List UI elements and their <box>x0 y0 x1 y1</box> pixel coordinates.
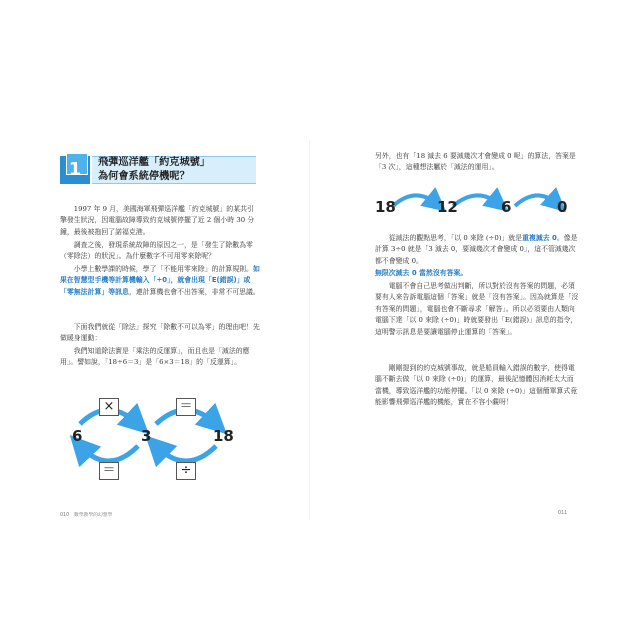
section-number: 1 <box>68 159 82 180</box>
op-divide-box: ÷ <box>176 462 196 480</box>
highlight-repeat-subtract: 重複減去 0 <box>522 234 557 242</box>
diagram-number-3: 3 <box>141 427 152 445</box>
left-folio: 010 數學教學的幻想學 <box>60 513 113 518</box>
sub-arc-3 <box>515 195 557 206</box>
right-page <box>310 0 620 620</box>
op-equals-bottom-box: ＝ <box>99 462 119 480</box>
section-title <box>98 156 210 184</box>
sub-arc-arrows <box>375 186 575 226</box>
op-multiply-box: × <box>99 398 119 416</box>
paragraph-5: 我們知道除法實是「乘法的反運算」，而且也是「減法的應用」。譬如說，「18÷6＝3」是「6×3＝18」的「反運算」。 <box>60 347 250 367</box>
right-paragraph-2-pre: 從減法的觀點思考，「以 0 來除 (÷0)」就是 <box>375 234 523 242</box>
diagram-number-6: 6 <box>72 427 83 445</box>
right-paragraph-2-post: 。像是計算 3÷0 就是「3 減去 0，要減幾次才會變成 0」，這不管減幾次都不會變成 0。 <box>375 234 578 265</box>
sub-arc-2 <box>453 195 499 206</box>
diagram-number-18: 18 <box>213 427 234 445</box>
paragraph-3-text: 小學上數學課的時候，學了「不能用零來除」的計算規則。 <box>60 265 253 273</box>
right-paragraph-5: 剛剛提到的約克城號事故，就是船員輸入錯誤的數字，使得電腦不斷去做「以 0 來除 (÷0)」的運算，最後記憶體因消耗太大而當機，導致巡洋艦的功能停擺。「以 0 來除 (÷0)」這個簡單算式竟能影響飛彈巡洋艦的機能，實在不容小覷呀！ <box>375 364 578 407</box>
right-paragraph-2 <box>375 233 580 267</box>
paragraph-3 <box>60 264 260 298</box>
sub-number-12: 12 <box>437 198 458 216</box>
paragraph-2: 調查之後，發現系統故障的原因之一，是「發生了除數為零（零除法）的狀況」。為什麼數字不可用零來除呢？ <box>60 241 253 261</box>
section-header <box>60 153 256 187</box>
highlight-calculator: 如果在智慧型手機等計算機輸入「÷0」，就會出現「E(錯誤)」或「零無法計算」等訊息 <box>60 265 260 296</box>
op-equals-top-box: ＝ <box>176 398 196 416</box>
right-paragraph-3 <box>375 268 580 279</box>
right-folio: 011 <box>558 511 568 516</box>
sub-arc-1 <box>393 195 437 206</box>
highlight-no-answer: 無限次減去 0 當然沒有答案。 <box>375 269 468 277</box>
right-paragraph-1: 另外，也有「18 減去 6 要減幾次才會變成 0 呢」的算法，答案是「3 次」，這種想法屬於「減法的運用」。 <box>375 152 576 172</box>
section-title-line2: 為何會系統停機呢？ <box>98 171 190 182</box>
paragraph-3-tail: ，連計算機也會不出答案，非常不可思議。 <box>128 287 260 296</box>
section-title-line1: 飛彈巡洋艦「約克城號」 <box>98 157 211 168</box>
paragraph-1: 1997 年 9 月，美國海軍飛彈巡洋艦「約克城號」的某共引擎發生狀況，因電腦故障導致約克城號停擺了近 2 個小時 30 分鐘，最後被拖回了諾福克港。 <box>60 205 255 236</box>
right-paragraph-4: 電腦不會自己思考做出判斷，所以對於沒有答案的問題，必須要有人來告訴電腦這個「答案」就是「沒有答案」。因為就算是「沒有答案的問題」，電腦也會不斷尋求「解答」。所以必須要由人類向電腦下達「以 0 來除 (÷0)」時就要發出「E(錯誤)」訊息的指令，這明警示訊息是要讓電腦停止運算的「答案」。 <box>375 282 579 336</box>
paragraph-4: 下面我們就從「除法」探究「除數不可以為零」的理由吧！先做暖身運動： <box>60 323 260 343</box>
arc-bottom-right <box>156 446 216 461</box>
sub-number-0: 0 <box>557 198 568 216</box>
sub-number-18: 18 <box>375 198 396 216</box>
multiplication-division-diagram <box>68 394 248 484</box>
arc-bottom-left <box>80 446 138 461</box>
subtraction-diagram <box>375 186 575 226</box>
sub-number-6: 6 <box>501 198 512 216</box>
